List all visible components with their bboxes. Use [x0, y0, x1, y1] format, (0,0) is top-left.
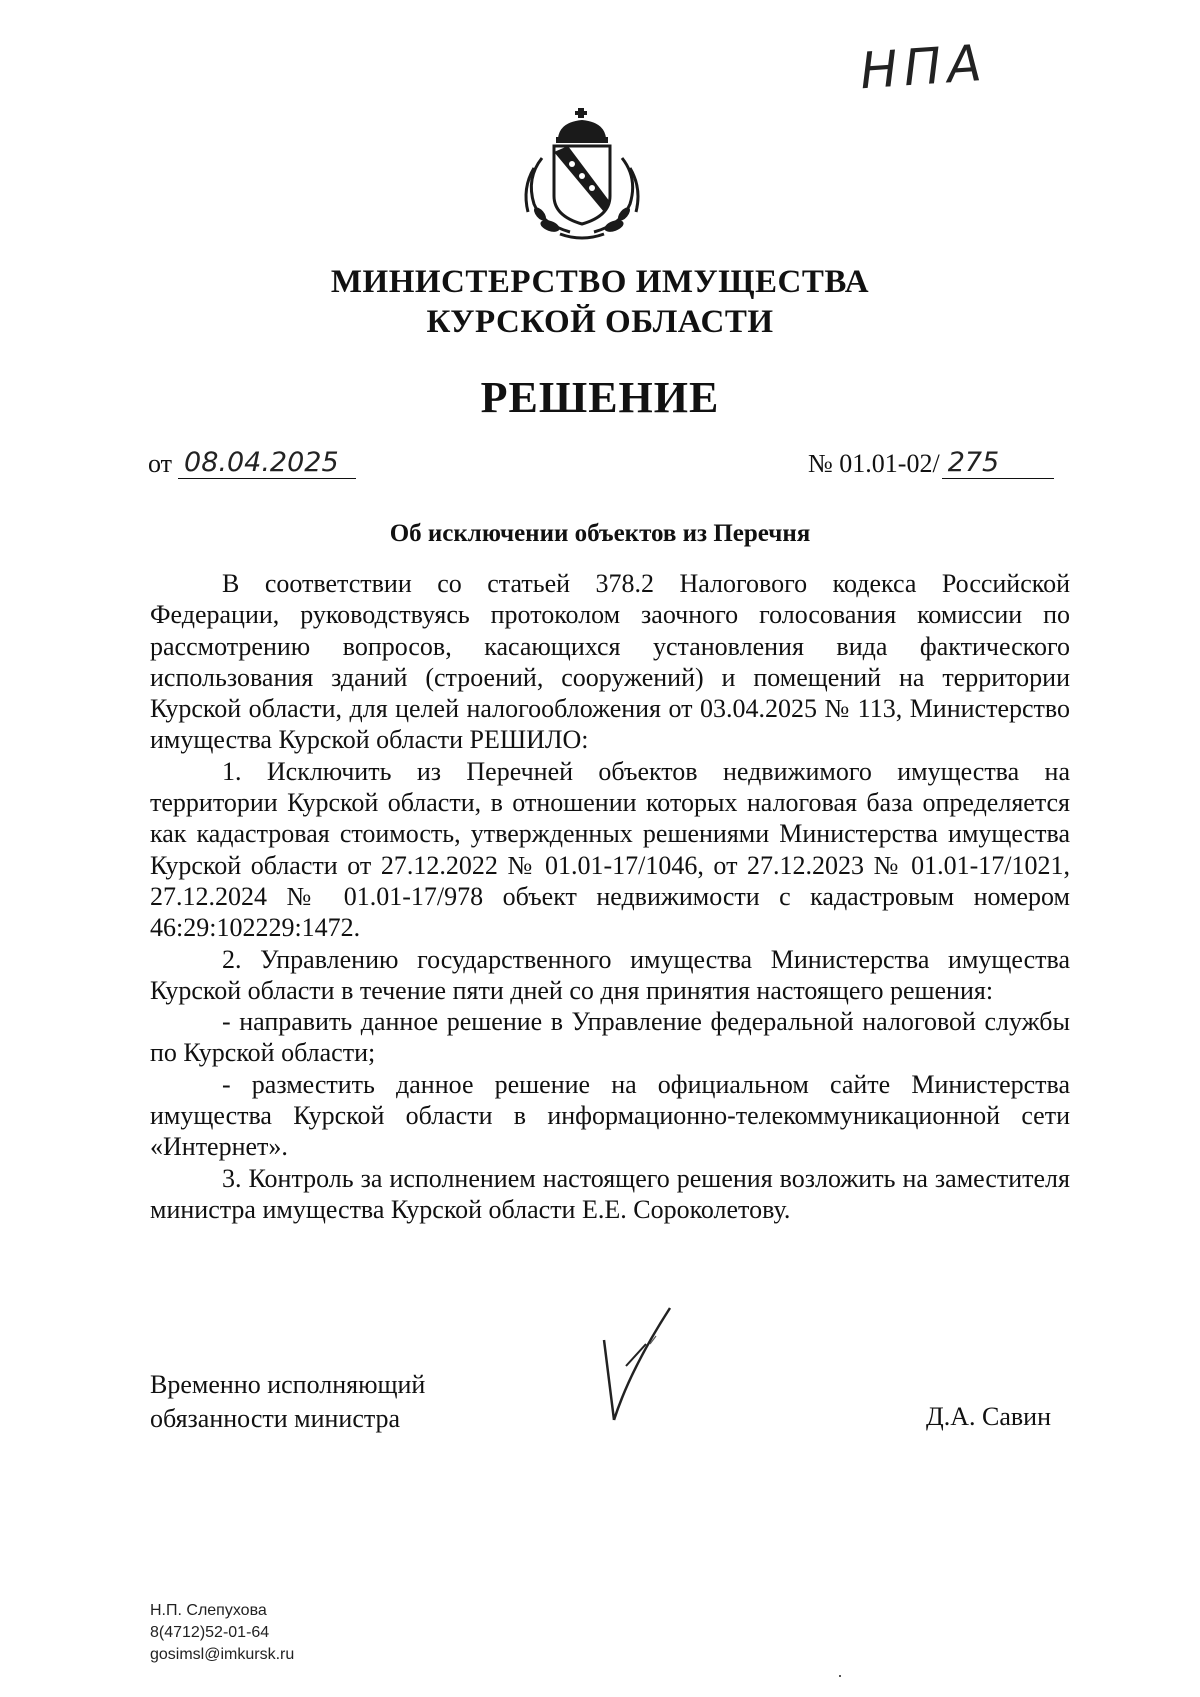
position-line-1: Временно исполняющий [150, 1370, 426, 1399]
number-field [942, 448, 1054, 479]
executor-info [150, 1600, 294, 1666]
number-prefix: № 01.01-02/ [808, 449, 940, 478]
date-prefix: от [148, 449, 173, 478]
document-type: РЕШЕНИЕ [480, 373, 720, 422]
handwritten-note: НПА [858, 33, 990, 101]
body-item-2: 2. Управлению государственного имущества Министерства имущества Курской области в течение пяти дней со дня принятия настоящего решения: [150, 944, 1070, 1005]
position-line-2: обязанности министра [150, 1404, 401, 1433]
number-value: 275 [947, 447, 1000, 478]
executor-email: gosimsl@imkursk.ru [150, 1646, 295, 1663]
body-item-1: 1. Исключить из Перечней объектов недвижимого имущества на территории Курской области, в отношении которых налоговая база определяется как кадастровая стоимость, утвержденных решениями Министерства имущества Курской области от 27.12.2022 № 01.01-17/1046, от 27.12.2023 № 01.01-17/1021, 27.12.2024 № 01.01-17/978 объект недвижимости с кадастровым номером 46:29:102229:1472. [150, 756, 1070, 943]
body-dash-1: - направить данное решение в Управление федеральной налоговой службы по Курской области; [150, 1007, 1070, 1068]
executor-name: Н.П. Слепухова [150, 1602, 267, 1619]
signatory-position [150, 1368, 425, 1436]
body-dash-2: - разместить данное решение на официальном сайте Министерства имущества Курской области в информационно-телекоммуникационной сети «Интернет». [150, 1069, 1070, 1162]
date-value: 08.04.2025 [184, 447, 339, 478]
document-date [148, 448, 356, 479]
scan-speck [839, 1675, 841, 1677]
handwritten-signature [600, 1300, 730, 1600]
ministry-header [0, 262, 1200, 342]
ministry-name-line2: КУРСКОЙ ОБЛАСТИ [426, 304, 774, 340]
body-item-3: 3. Контроль за исполнением настоящего решения возложить на заместителя министра имущества Курской области Е.Е. Сороколетову. [150, 1163, 1070, 1224]
signatory-name: Д.А. Савин [926, 1402, 1051, 1431]
body-intro: В соответствии со статьей 378.2 Налогового кодекса Российской Федерации, руководствуясь протоколом заочного голосования комиссии по рассмотрению вопросов, касающихся установления вида фактического использования зданий (строений, сооружений) и помещений на территории Курской области, для целей налогообложения от 03.04.2025 № 113, Министерство имущества Курской области РЕШИЛО: [150, 569, 1070, 755]
date-field [178, 448, 356, 479]
executor-phone: 8(4712)52-01-64 [150, 1624, 270, 1641]
ministry-name-line1: МИНИСТЕРСТВО ИМУЩЕСТВА [330, 264, 870, 300]
coat-of-arms-icon [520, 108, 644, 242]
document-subject: Об исключении объектов из Перечня [389, 520, 811, 547]
document-number [808, 448, 1054, 479]
document-body [150, 568, 1070, 1225]
